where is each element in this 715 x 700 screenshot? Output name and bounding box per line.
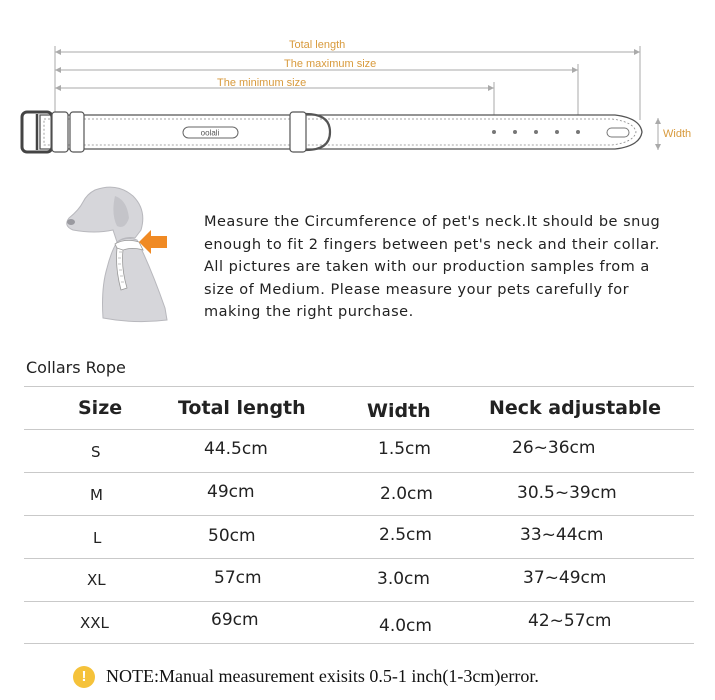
instruction-line: making the right purchase. [204, 304, 414, 320]
size-cell: XXL [80, 614, 109, 632]
neck-cell: 33~44cm [520, 525, 604, 545]
table-divider [24, 558, 694, 559]
minimum-size-label: The minimum size [217, 77, 307, 89]
instruction-line: Measure the Circumference of pet's neck.It should be snug [204, 214, 661, 230]
measure-instructions [204, 211, 684, 324]
width-cell: 2.0cm [380, 484, 433, 504]
size-cell: S [91, 443, 101, 461]
width-cell: 1.5cm [378, 439, 431, 459]
neck-cell: 42~57cm [528, 611, 612, 631]
width-label: Width [663, 128, 692, 140]
instruction-line: size of Medium. Please measure your pets carefully for [204, 281, 630, 298]
table-divider [24, 515, 694, 516]
size-cell: L [93, 529, 102, 547]
neck-cell: 37~49cm [523, 568, 607, 588]
table-divider [24, 601, 694, 602]
collar-diagram [0, 0, 715, 190]
table-divider [24, 643, 694, 644]
svg-text:oolali: oolali [200, 128, 220, 138]
size-cell: XL [87, 571, 106, 589]
dog-measure-illustration [55, 178, 180, 328]
width-cell: 3.0cm [377, 569, 430, 589]
header-size: Size [78, 397, 123, 419]
header-neck-adjustable: Neck adjustable [489, 397, 661, 419]
size-cell: M [90, 486, 103, 504]
neck-cell: 30.5~39cm [517, 483, 617, 503]
instruction-line: enough to fit 2 fingers between pet's neck and their collar. [204, 236, 660, 253]
instruction-line: All pictures are taken with our production samples from a [204, 259, 650, 275]
total-length-label: Total length [289, 39, 346, 51]
error-note: NOTE:Manual measurement exisits 0.5-1 inch(1-3cm)error. [106, 666, 539, 686]
header-total-length: Total length [178, 397, 306, 419]
total-length-cell: 50cm [208, 526, 256, 546]
total-length-cell: 69cm [211, 610, 259, 630]
total-length-cell: 49cm [207, 482, 255, 502]
width-cell: 4.0cm [379, 616, 432, 636]
total-length-cell: 44.5cm [204, 439, 268, 459]
table-title: Collars Rope [26, 358, 126, 377]
total-length-cell: 57cm [214, 568, 262, 588]
header-width: Width [367, 400, 431, 422]
maximum-size-label: The maximum size [284, 58, 377, 70]
exclamation-icon: ! [73, 666, 95, 688]
table-divider [24, 386, 694, 387]
neck-cell: 26~36cm [512, 438, 596, 458]
collar-strap [22, 112, 642, 152]
table-divider [24, 429, 694, 430]
width-cell: 2.5cm [379, 525, 432, 545]
table-divider [24, 472, 694, 473]
